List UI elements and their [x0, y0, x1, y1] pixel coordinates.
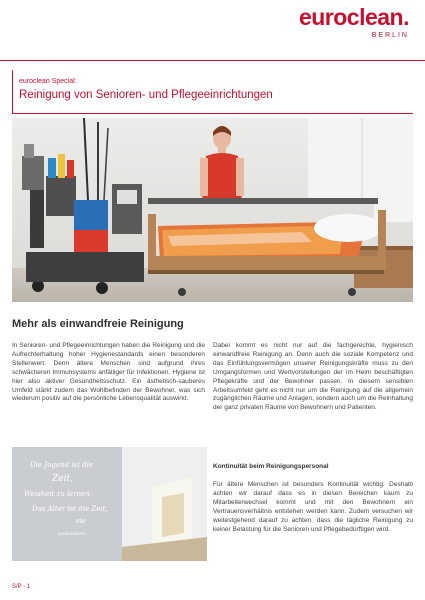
quote-line-3: Weisheit zu lernen.: [24, 490, 93, 498]
quote-line-2: Zeit,: [52, 474, 73, 484]
top-divider: [0, 60, 425, 61]
right-paragraph-1: Dabei kommt es nicht nur auf die fachgerechte, hygienisch einwandfreie Reinigung an. Denn auch die soziale Kompetenz und das Einfühlungsvermögen unserer Reinigungskräfte muss zu den Umgangsformen und Wertvorstellungen der im Heim beschäftigten Pflegekräfte und der Bewohner passen. In diesem sensiblen Arbeitsumfeld geht es nicht nur um die Reinigung auf die allgemein zugänglichen Räume und Anlagen, sondern auch um die Reinhaltung der ganz privaten Räume von Bewohnern und Patienten.: [213, 342, 413, 412]
page-title: Reinigung von Senioren- und Pflegeeinrichtungen: [19, 89, 273, 101]
header-divider: [12, 113, 413, 114]
corridor-illustration: [12, 447, 207, 561]
quote-line-1: Die Jugend ist die: [30, 461, 94, 469]
corridor-photo: [12, 447, 207, 561]
quote-line-6: auszuüben.: [58, 531, 87, 537]
section-title: Mehr als einwandfreie Reinigung: [12, 318, 184, 330]
quote-line-5: sie: [76, 517, 86, 525]
hero-illustration: [12, 118, 413, 302]
brand-logo: [299, 4, 409, 39]
subheading: Kontinuität beim Reinigungspersonal: [213, 463, 329, 470]
page-number: S/P - 1: [12, 584, 31, 590]
special-header: [12, 70, 413, 114]
hero-photo: [12, 118, 413, 302]
quote-line-4: Das Alter ist die Zeit,: [32, 505, 108, 513]
special-label: euroclean Special:: [19, 78, 77, 85]
brand-city: BERLIN: [371, 32, 409, 39]
brand-name: euroclean.: [298, 4, 409, 30]
right-paragraph-2: Für ältere Menschen ist besonders Kontinuität wichtig. Deshalb achten wir darauf dass es in diesen Bereichen kaum zu Mitarbeiterwechsel kommt und mit den Bewohnern ein Vertrauensverhältnis entstehen werden kann. Zudem versuchen wir weitestgehend darauf zu achten, dass die tägliche Reinigung zu keiner Belastung für die Senioren und Pflegebedürftigen wird.: [213, 481, 413, 533]
intro-paragraph: In Senioren- und Pflegeeinrichtungen haben die Reinigung und die Aufrechterhaltung hoher Hygienestandards einen besonderen Stellenwert. Denn ältere Menschen sind aufgrund ihres schwächeren Immunsystems anfälliger für Infektionen. Hygiene ist hier also aktiver Gesundheitsschutz. Ein ästhetisch-sauberes Umfeld stärkt zudem das Wohlbefinden der Bewohner, was sich wiederum positiv auf die persönliche Lebensqualität auswirkt.: [12, 342, 205, 403]
